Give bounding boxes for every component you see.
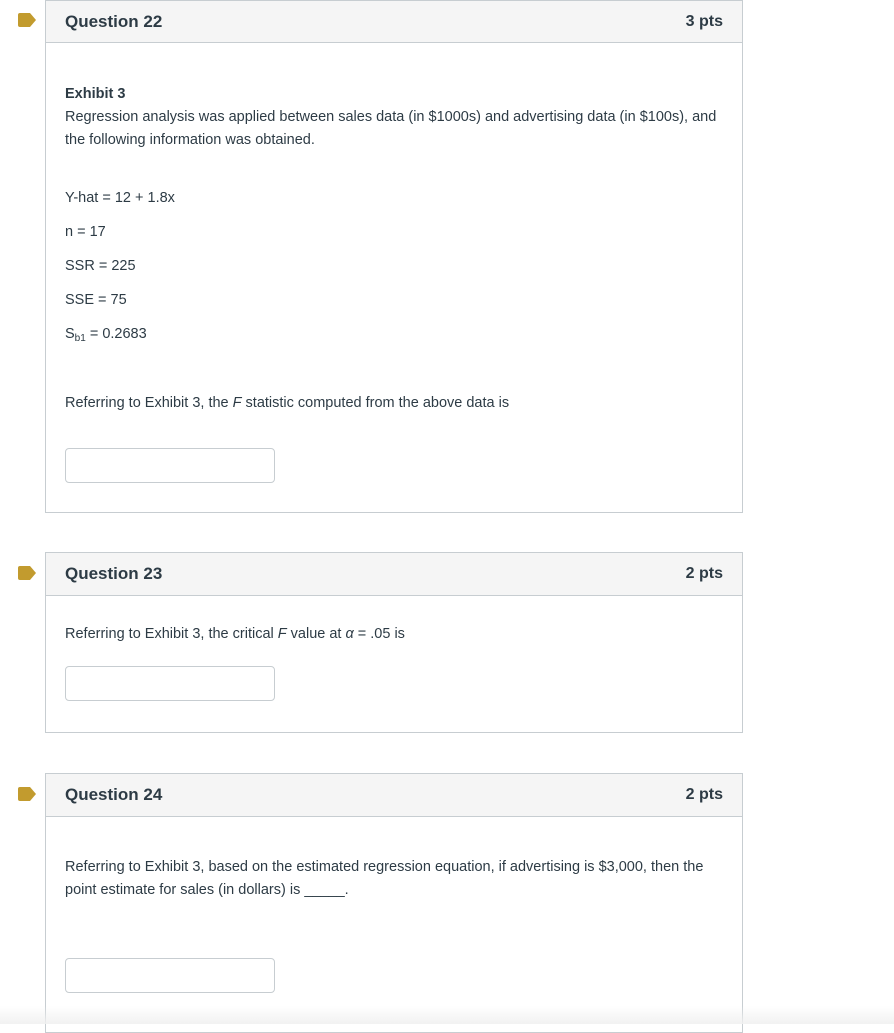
question-24: [45, 773, 743, 1033]
sb1-value: = 0.2683: [85, 326, 147, 342]
question-23-flag-icon[interactable]: [18, 566, 36, 580]
question-prompt: [65, 623, 723, 646]
answer-input[interactable]: [65, 958, 275, 993]
scroll-fade: [0, 1006, 894, 1024]
prompt-alpha: α: [345, 626, 354, 642]
question-24-flag-icon[interactable]: [18, 787, 36, 801]
stat-ssr: SSR = 225: [65, 258, 136, 274]
question-points: 2 pts: [685, 786, 723, 803]
question-title: Question 23: [65, 564, 163, 583]
answer-input[interactable]: [65, 666, 275, 701]
question-body: [46, 596, 742, 701]
sb1-subscript: b1: [74, 333, 86, 344]
prompt-text-before: Referring to Exhibit 3, the: [65, 395, 233, 411]
prompt-text-before: Referring to Exhibit 3, the critical: [65, 626, 278, 642]
question-22-flag-icon[interactable]: [18, 13, 36, 27]
prompt-italic-f: F: [232, 395, 242, 411]
question-body: [46, 83, 742, 483]
question-22: [45, 0, 743, 513]
question-title: Question 24: [65, 785, 163, 804]
answer-input[interactable]: [65, 448, 275, 483]
stat-yhat: Y-hat = 12 + 1.8x: [65, 190, 175, 206]
exhibit-title: Exhibit 3: [65, 86, 126, 102]
question-prompt: Referring to Exhibit 3, based on the estimated regression equation, if advertising is $3,000, then the point estimate for sales (in dollars) is _____.: [65, 859, 704, 898]
question-header: [46, 553, 742, 596]
question-header: [46, 1, 742, 43]
question-points: 2 pts: [685, 565, 723, 582]
question-header: [46, 774, 742, 817]
stat-n: n = 17: [65, 224, 106, 240]
stat-sb1: [65, 323, 723, 357]
stat-sse: SSE = 75: [65, 292, 127, 308]
question-title: Question 22: [65, 11, 163, 31]
sb1-letter: S: [65, 326, 75, 342]
prompt-italic-f: F: [277, 626, 287, 642]
prompt-text-middle: value at: [286, 626, 346, 642]
exhibit-intro: Regression analysis was applied between sales data (in $1000s) and advertising data (in $100s), and the following information was obtained.: [65, 109, 717, 148]
question-23: [45, 552, 743, 733]
prompt-text-after: = .05 is: [353, 626, 405, 642]
question-prompt: [65, 392, 723, 415]
question-points: 3 pts: [685, 12, 723, 30]
prompt-text-after: statistic computed from the above data is: [241, 395, 510, 411]
question-body: [46, 817, 742, 993]
